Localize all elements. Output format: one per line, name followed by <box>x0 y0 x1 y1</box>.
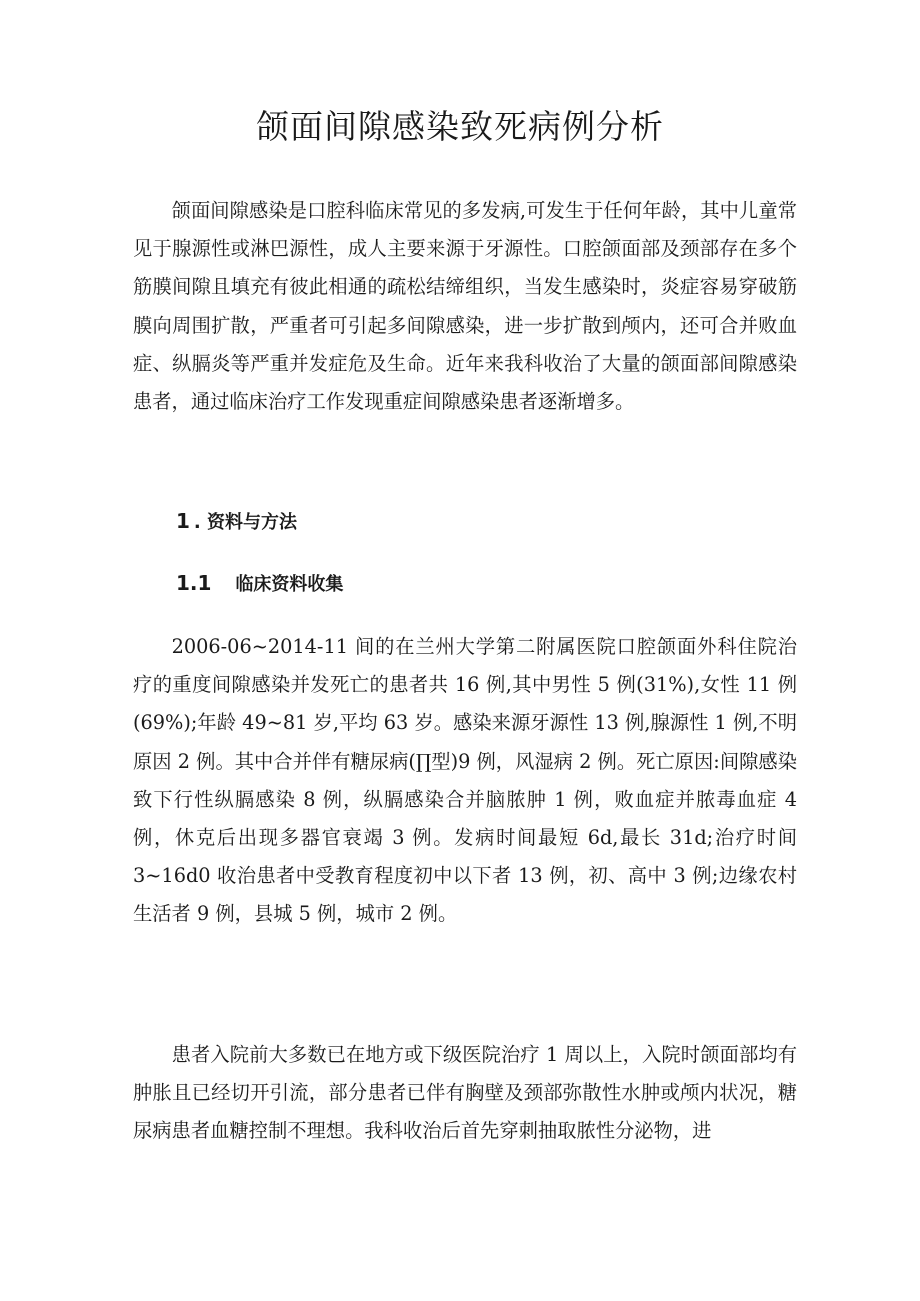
document-title: 颌面间隙感染致死病例分析 <box>256 107 664 146</box>
section-number: 1 <box>176 509 190 533</box>
subsection-heading-1-1 <box>176 564 343 604</box>
section-title: . 资料与方法 <box>193 512 298 533</box>
subsection-number: 1.1 <box>176 571 212 595</box>
intro-paragraph: 颌面间隙感染是口腔科临床常见的多发病,可发生于任何年龄，其中儿童常见于腺源性或淋巴源性，成人主要来源于牙源性。口腔颌面部及颈部存在多个筋膜间隙且填充有彼此相通的疏松结缔组织，当发生感染时，炎症容易穿破筋膜向周围扩散，严重者可引起多间隙感染，进一步扩散到颅内，还可合并败血症、纵膈炎等严重并发症危及生命。近年来我科收治了大量的颌面部间隙感染患者，通过临床治疗工作发现重症间隙感染患者逐渐增多。 <box>133 199 797 414</box>
section-heading-1 <box>176 502 297 542</box>
treatment-paragraph: 患者入院前大多数已在地方或下级医院治疗 1 周以上，入院时颌面部均有肿胀且已经切开引流，部分患者已伴有胸壁及颈部弥散性水肿或颅内状况，糖尿病患者血糖控制不理想。我科收治后首先穿刺抽取脓性分泌物，进 <box>133 1043 797 1143</box>
clinical-data-paragraph: 2006-06~2014-11 间的在兰州大学第二附属医院口腔颌面外科住院治疗的重度间隙感染并发死亡的患者共 16 例,其中男性 5 例(31%),女性 11 例(69%);年龄 49~81 岁,平均 63 岁。感染来源牙源性 13 例,腺源性 1 例,不明原因 2 例。其中合并伴有糖尿病(∏型)9 例，风湿病 2 例。死亡原因:间隙感染致下行性纵膈感染 8 例，纵膈感染合并脑脓肿 1 例，败血症并脓毒血症 4 例，休克后出现多器官衰竭 3 例。发病时间最短 6d,最长 31d;治疗时间 3~16d0 收治患者中受教育程度初中以下者 13 例，初、高中 3 例;边缘农村生活者 9 例，县城 5 例，城市 2 例。 <box>133 635 797 926</box>
subsection-title: 临床资料收集 <box>235 574 344 595</box>
